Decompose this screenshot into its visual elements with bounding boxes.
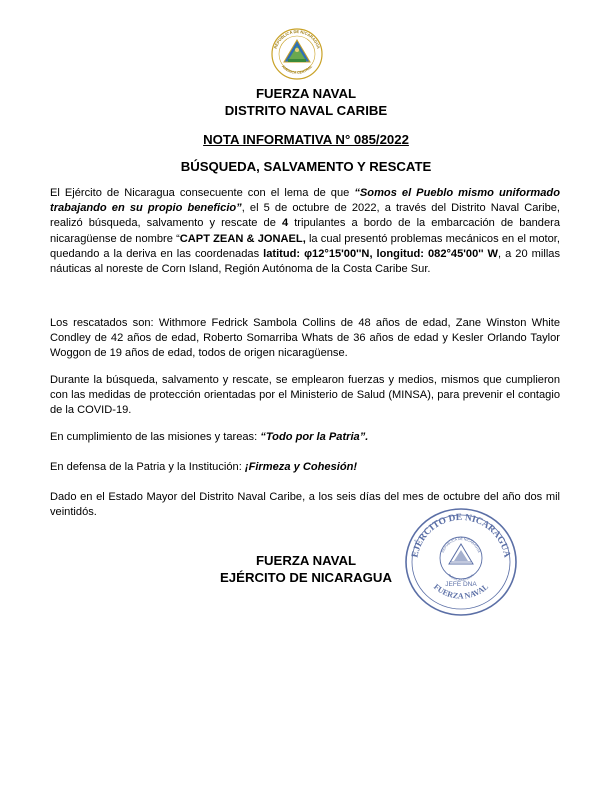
- svg-text:AMERICA CENTRAL: [281, 64, 314, 75]
- p4-motto: “Todo por la Patria”.: [260, 431, 369, 443]
- p1-crew-count: 4: [281, 217, 289, 230]
- official-seal-icon: [403, 506, 519, 618]
- paragraph-5: [50, 460, 560, 475]
- emblem-text-bottom: AMERICA CENTRAL: [280, 64, 314, 75]
- paragraph-3: Durante la búsqueda, salvamento y rescate, se emplearon fuerzas y medios, mismos que cumplieron con las medidas de protección orientadas por el Ministerio de Salud (MINSA), para prevenir el contagio de la COVID-19.: [50, 374, 560, 417]
- paragraph-4: [50, 430, 560, 445]
- p1-text-g: la cual presentó problemas mecánicos en el motor, quedando a la deriva en las coordenadas: [50, 232, 560, 260]
- p1-text-e: tripulantes a bordo de la embarcación de bandera nicaragüense de nombre “: [50, 217, 560, 245]
- p1-text-c: , el 5 de octubre de 2022, a través del Distrito Naval Caribe, realizó búsqueda, salvamento y rescate de: [50, 202, 560, 230]
- note-title: NOTA INFORMATIVA N° 085/2022: [203, 132, 409, 147]
- paragraph-2: Los rescatados son: Withmore Fedrick Sambola Collins de 48 años de edad, Zane Winston White Condley de 42 años de edad, Roberto Somarriba Whats de 36 años de edad y Kesler Orlando Taylor Woggon de 19 años de edad, todos de origen nicaragüense.: [50, 317, 560, 360]
- stamp-inner-bottom: AMERICA CENTRAL: [446, 572, 476, 583]
- stamp-ring-top: EJÉRCITO DE NICARAGUA: [410, 512, 512, 559]
- stamp-ring-bottom: FUERZA NAVAL: [431, 582, 491, 601]
- p5-text: En defensa de la Patria y la Institución:: [50, 461, 245, 473]
- p5-motto: ¡Firmeza y Cohesión!: [244, 461, 358, 473]
- p4-text: En cumplimiento de las misiones y tareas:: [50, 431, 261, 443]
- signature-line-1: FUERZA NAVAL: [255, 553, 357, 568]
- p1-motto: “Somos el Pueblo mismo uniformado trabajando en su propio beneficio”: [50, 187, 560, 215]
- p1-text-i: , a 20 millas náuticas al noreste de Corn Island, Región Autónoma de la Costa Caribe Sur.: [50, 247, 560, 276]
- nicaragua-coat-of-arms-icon: [270, 26, 324, 82]
- header-line-2: DISTRITO NAVAL CARIBE: [224, 103, 388, 118]
- signature-line-2: EJÉRCITO DE NICARAGUA: [220, 570, 392, 585]
- emblem-text-top: REPUBLICA DE NICARAGUA: [272, 28, 322, 50]
- header-line-1: FUERZA NAVAL: [255, 86, 357, 101]
- stamp-inner-top: REPUBLICA DE NICARAGUA: [440, 536, 482, 554]
- p1-coordinates: latitud: φ12°15'00''N, longitud: 082°45'00'' W: [263, 247, 499, 260]
- paragraph-1: [50, 186, 560, 277]
- document-subtitle: BÚSQUEDA, SALVAMENTO Y RESCATE: [180, 159, 432, 174]
- p1-text-a: El Ejército de Nicaragua consecuente con el lema de que: [50, 187, 355, 199]
- stamp-center-text: JEFE DNA: [445, 581, 477, 588]
- paragraph-6: Dado en el Estado Mayor del Distrito Naval Caribe, a los seis días del mes de octubre del año dos mil veintidós.: [50, 491, 560, 519]
- p1-vessel-name: CAPT ZEAN & JONAEL,: [179, 232, 306, 245]
